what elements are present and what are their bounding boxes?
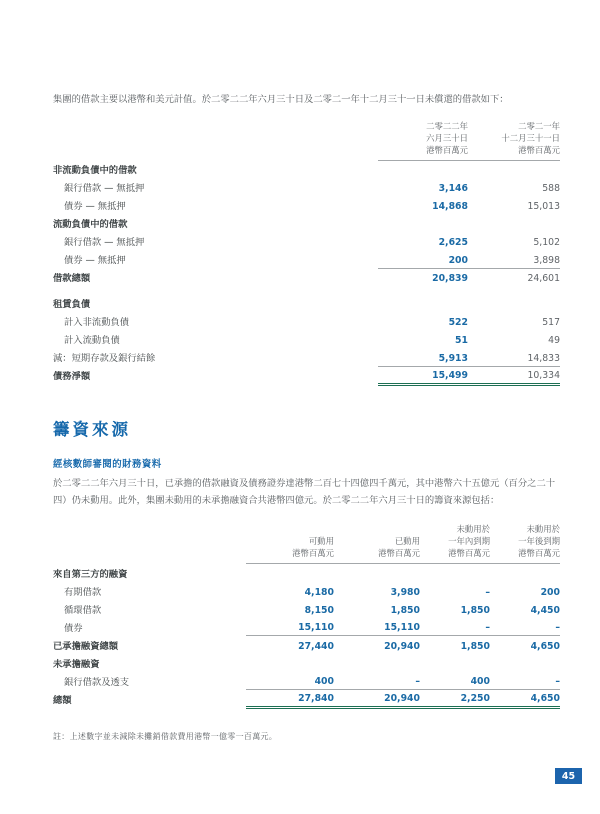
row-label: 有期借款 — [64, 586, 102, 598]
row-label: 循環借款 — [64, 604, 102, 616]
table-row — [53, 160, 560, 178]
value-utilised — [334, 564, 420, 582]
column-header-undrawn-after-one-year: 未動用於 一年後到期 港幣百萬元 — [490, 521, 560, 564]
value-2021: 49 — [548, 335, 560, 347]
spacer-row — [53, 286, 560, 294]
table-row — [53, 196, 560, 214]
table-row — [53, 582, 560, 600]
value-2022: 3,146 — [438, 183, 468, 195]
header-spacer — [53, 521, 246, 564]
value-2022: 51 — [455, 335, 468, 347]
value-utilised: 15,110 — [334, 618, 420, 636]
footnote: 註：上述數字並未減除未攤銷借款費用港幣一億零一百萬元。 — [53, 732, 278, 742]
value-2021: 3,898 — [468, 250, 560, 268]
value-2022: 200 — [378, 250, 468, 268]
row-label: 債券 — [64, 622, 83, 634]
value-2021: 5,102 — [533, 237, 560, 249]
table-row — [53, 330, 560, 348]
value-2022: 2,625 — [438, 237, 468, 249]
section-heading-financing-sources: 籌資來源 — [53, 419, 131, 439]
value-undrawn-after — [490, 564, 560, 582]
row-label: 債務淨額 — [53, 371, 91, 383]
table-row — [53, 600, 560, 618]
table-row — [53, 294, 560, 312]
value-undrawn-after: 4,650 — [490, 690, 560, 708]
value-utilised: – — [334, 672, 420, 690]
value-undrawn-after: – — [490, 672, 560, 690]
table-row — [53, 312, 560, 330]
page-number-badge: 45 — [555, 768, 582, 784]
value-utilised: 20,940 — [384, 640, 420, 652]
table-row-net-debt — [53, 366, 560, 384]
header-spacer — [53, 118, 378, 161]
column-header-2021: 二零二一年 十二月三十一日 港幣百萬元 — [468, 118, 560, 161]
row-label: 已承擔融資總額 — [53, 640, 119, 652]
value-available — [246, 564, 334, 582]
value-undrawn-within: 400 — [420, 672, 490, 690]
column-header-2022: 二零二二年 六月三十日 港幣百萬元 — [378, 118, 468, 161]
table-row — [53, 618, 560, 636]
row-label: 計入非流動負債 — [64, 317, 130, 329]
value-undrawn-after: – — [490, 618, 560, 636]
value-2022: 5,913 — [378, 348, 468, 366]
value-available: 15,110 — [246, 618, 334, 636]
table-row — [53, 250, 560, 268]
row-label: 租賃負債 — [53, 299, 91, 311]
financing-paragraph: 於二零二二年六月三十日，已承擔的借款融資及債務證券達港幣二百七十四億四千萬元，其中港幣六十五億元（百分之二十四）仍未動用。此外，集團未動用的未承擔融資合共港幣四億元。於二零二二年六月三十日的籌資來源包括： — [53, 477, 556, 506]
value-undrawn-within — [420, 654, 490, 672]
value-2021 — [468, 160, 560, 178]
value-2021 — [468, 214, 560, 232]
row-label: 計入流動負債 — [64, 335, 120, 347]
table-row — [53, 348, 560, 366]
intro-paragraph: 集團的借款主要以港幣和美元計值。於二零二二年六月三十日及二零二一年十二月三十一日未償還的借款如下： — [53, 94, 509, 105]
row-label: 總額 — [53, 694, 72, 706]
row-label: 銀行借款 — 無抵押 — [64, 183, 145, 195]
table-row — [53, 564, 560, 582]
value-2021 — [468, 294, 560, 312]
value-undrawn-after: 4,450 — [530, 604, 560, 616]
value-2022: 15,499 — [378, 366, 468, 384]
value-2021: 14,833 — [468, 348, 560, 366]
value-undrawn-after: 200 — [540, 586, 560, 598]
value-available: 8,150 — [304, 604, 334, 616]
borrowings-table — [53, 118, 560, 386]
row-label: 減：短期存款及銀行結餘 — [53, 353, 156, 365]
value-2022: 14,868 — [432, 201, 468, 213]
sub-heading-reviewed-financial-info: 經核數師審閱的財務資料 — [53, 458, 162, 470]
value-2022 — [378, 214, 468, 232]
row-label: 未承擔融資 — [53, 658, 100, 670]
value-available: 27,440 — [298, 640, 334, 652]
value-utilised: 3,980 — [390, 586, 420, 598]
value-available: 400 — [246, 672, 334, 690]
value-undrawn-within — [420, 564, 490, 582]
value-undrawn-within: – — [420, 618, 490, 636]
value-undrawn-within: 1,850 — [460, 604, 490, 616]
value-utilised: 20,940 — [334, 690, 420, 708]
value-2022 — [378, 160, 468, 178]
row-label: 銀行借款及透支 — [64, 676, 130, 688]
value-2021: 24,601 — [527, 273, 560, 285]
column-header-utilised: 已動用 港幣百萬元 — [334, 521, 420, 564]
value-2021: 517 — [542, 317, 560, 329]
row-label: 來自第三方的融資 — [53, 568, 128, 580]
table-row — [53, 232, 560, 250]
value-2022: 522 — [448, 317, 468, 329]
value-undrawn-after: 4,650 — [530, 640, 560, 652]
value-available — [246, 654, 334, 672]
column-header-undrawn-within-one-year: 未動用於 一年內到期 港幣百萬元 — [420, 521, 490, 564]
financing-table — [53, 521, 560, 709]
value-undrawn-after — [490, 654, 560, 672]
value-2022 — [378, 294, 468, 312]
row-label: 債券 — 無抵押 — [64, 255, 126, 267]
value-2021: 10,334 — [468, 366, 560, 384]
value-2021: 588 — [542, 183, 560, 195]
value-undrawn-within: 2,250 — [420, 690, 490, 708]
value-utilised — [334, 654, 420, 672]
table-row-total-committed — [53, 636, 560, 654]
value-2022: 20,839 — [432, 273, 468, 285]
value-available: 4,180 — [304, 586, 334, 598]
value-undrawn-within: – — [485, 586, 490, 598]
row-label: 非流動負債中的借款 — [53, 165, 137, 177]
value-undrawn-within: 1,850 — [460, 640, 490, 652]
row-label: 流動負債中的借款 — [53, 219, 128, 231]
value-available: 27,840 — [246, 690, 334, 708]
table-row-total-borrowings — [53, 268, 560, 286]
row-label: 債券 — 無抵押 — [64, 201, 126, 213]
table-row — [53, 178, 560, 196]
column-header-available: 可動用 港幣百萬元 — [246, 521, 334, 564]
borrowings-table-header — [53, 118, 560, 161]
row-label: 借款總額 — [53, 273, 91, 285]
value-utilised: 1,850 — [390, 604, 420, 616]
row-label: 銀行借款 — 無抵押 — [64, 237, 145, 249]
table-row — [53, 654, 560, 672]
table-row — [53, 214, 560, 232]
value-2021: 15,013 — [527, 201, 560, 213]
table-row-grand-total — [53, 690, 560, 708]
financing-table-header — [53, 521, 560, 564]
table-row — [53, 672, 560, 690]
